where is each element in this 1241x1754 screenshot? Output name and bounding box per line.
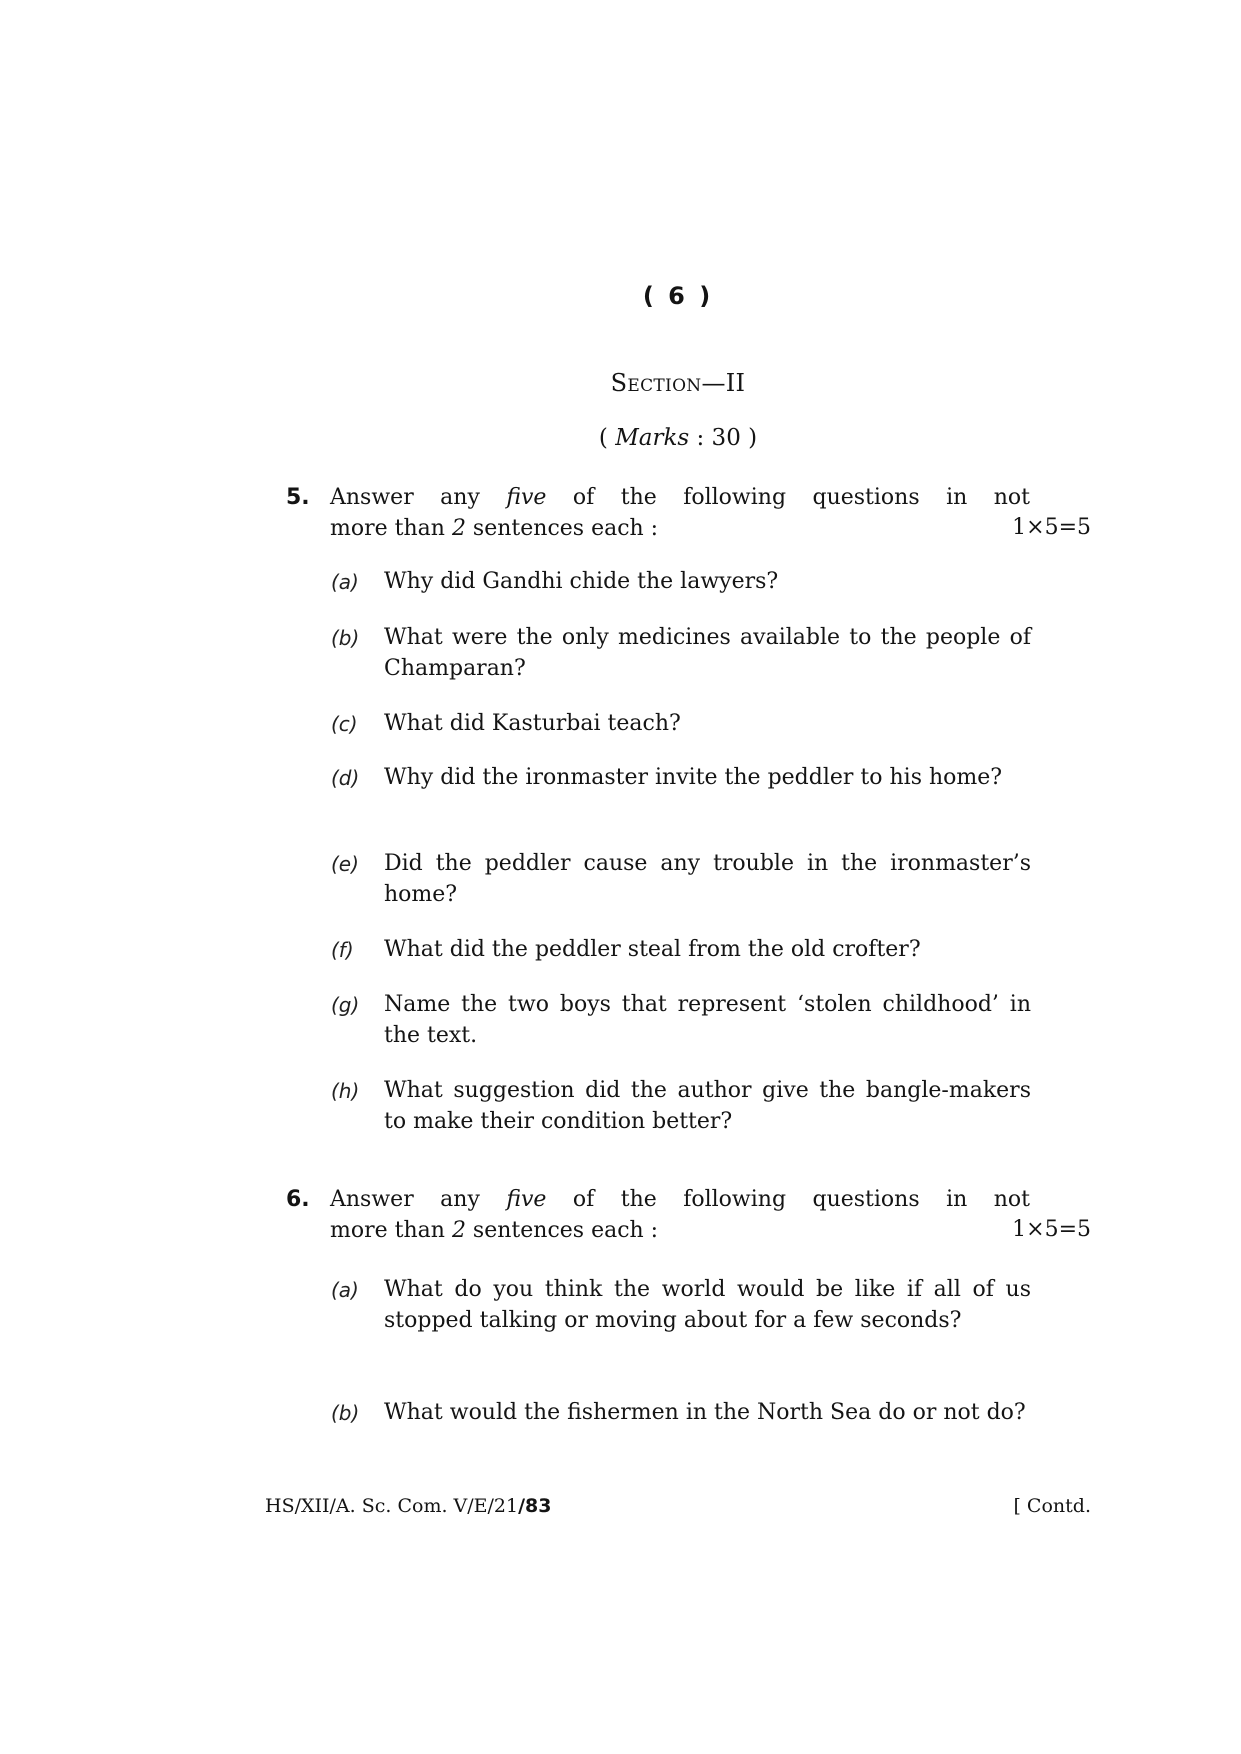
paper-code [265, 1491, 552, 1521]
page-number: ( 6 ) [642, 282, 714, 310]
subquestion-text: What would the fishermen in the North Sea do or not do? [384, 1400, 1026, 1425]
question-marks: 1×5=5 [1012, 1217, 1091, 1242]
subquestion [331, 567, 1031, 598]
question-stem [330, 483, 1030, 544]
question-stem-line [330, 1185, 1030, 1216]
subquestion-text: What suggestion did the author give the bangle-makers to make their condition better? [384, 1078, 1031, 1134]
question-stem [330, 1185, 1030, 1246]
stem-emphasis: five [506, 485, 547, 510]
subquestion [331, 1275, 1031, 1336]
subquestion [331, 1398, 1031, 1429]
subquestion-label: (f) [331, 938, 354, 962]
subquestion-label: (a) [331, 570, 359, 594]
stem-text: sentences each : [465, 515, 659, 541]
stem-text: of the following questions in not [546, 1187, 1030, 1212]
stem-text: Answer any [330, 1187, 507, 1212]
question-number: 5. [286, 485, 310, 510]
subquestion-label: (b) [331, 1401, 360, 1425]
question-stem-line [330, 483, 1030, 514]
subquestion-label: (e) [331, 852, 359, 876]
stem-emphasis: 2 [451, 1217, 466, 1243]
subquestion-label: (c) [331, 712, 358, 736]
subquestion-text: Why did the ironmaster invite the peddler to his home? [384, 765, 1003, 790]
subquestion-text: Name the two boys that represent ‘stolen childhood’ in the text. [384, 992, 1031, 1048]
subquestion-label: (a) [331, 1278, 359, 1302]
paper-code-number: /83 [518, 1495, 552, 1517]
stem-text: more than [330, 1217, 452, 1243]
subquestion-text: What did the peddler steal from the old crofter? [384, 937, 921, 962]
subquestion-text: Why did Gandhi chide the lawyers? [384, 569, 779, 594]
subquestion-label: (h) [331, 1079, 360, 1103]
stem-text: of the following questions in not [546, 485, 1030, 510]
section-marks [0, 422, 1241, 454]
subquestion-text: Did the peddler cause any trouble in the ironmaster’s home? [384, 851, 1031, 907]
section-title: Section—II [610, 369, 746, 397]
continued-marker: [ Contd. [1013, 1495, 1091, 1517]
stem-text: Answer any [330, 485, 507, 510]
marks-label: Marks [615, 425, 690, 451]
subquestion-label: (b) [331, 626, 360, 650]
stem-emphasis: 2 [451, 515, 466, 541]
subquestion [331, 935, 1031, 966]
subquestion [331, 623, 1031, 684]
question-marks: 1×5=5 [1012, 515, 1091, 540]
paper-code-text: HS/XII/A. Sc. Com. V/E/21 [265, 1495, 519, 1517]
subquestion [331, 849, 1031, 910]
marks-open: ( [598, 425, 616, 451]
stem-text: more than [330, 515, 452, 541]
subquestion [331, 763, 1031, 794]
question-stem-line [330, 1216, 1030, 1247]
question-stem-line [330, 514, 1030, 545]
subquestion-label: (d) [331, 766, 360, 790]
subquestion-text: What do you think the world would be like if all of us stopped talking or moving about for a few seconds? [384, 1277, 1031, 1333]
subquestion-label: (g) [331, 993, 360, 1017]
stem-text: sentences each : [465, 1217, 659, 1243]
subquestion [331, 1076, 1031, 1137]
subquestion [331, 709, 1031, 740]
marks-value: : 30 ) [689, 425, 758, 451]
subquestion [331, 990, 1031, 1051]
subquestion-text: What did Kasturbai teach? [384, 711, 681, 736]
question-number: 6. [286, 1187, 310, 1212]
subquestion-text: What were the only medicines available to the people of Champaran? [384, 625, 1031, 681]
stem-emphasis: five [506, 1187, 547, 1212]
